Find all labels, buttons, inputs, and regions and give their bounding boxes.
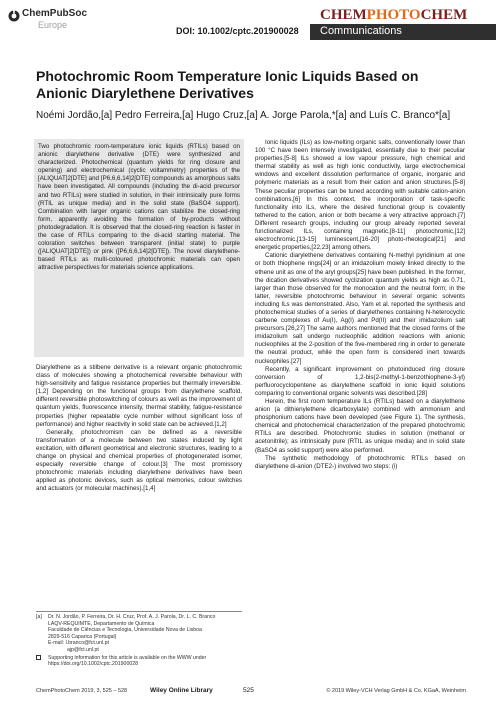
affiliation-email[interactable]: E-mail: l.branco@fct.unl.pt: [48, 640, 109, 647]
footnotes: [36, 614, 242, 668]
publisher-name: ChemPubSoc: [22, 8, 88, 19]
journal-section: Communications: [320, 25, 402, 37]
body-paragraph: Generally, photochromism can be defined as a reversible transformation of a molecule between two states induced by light excitation, with different geometrical and electronic structures, leading to a change on physical and chemical properties of photogenerated isomer, especially reversible change of colour.[3] The most promissory photochromic materials including diarylethene derivatives have been applied as photonic devices, such as optical memories, colour switches and actuators (or molecular machines).[1,4]: [36, 428, 242, 493]
article-title: Photochromic Room Temperature Ionic Liquids Based on Anionic Diarylethene Derivatives: [36, 68, 419, 101]
affiliation-line: 2829-516 Caparica (Portugal): [48, 633, 117, 640]
supporting-info-icon: [36, 655, 41, 660]
body-paragraph: Diarylethene as a stilbene derivative is a relevant organic photochromic class of molecules showing a photochemical reversible behaviour with high-sensitivity and fatigue resistance properties but thermally irreversible.[1,2] Depending on the functional groups from diarylethene scaffold, different reversible photoswitching of colours as well as the improvement of quantum yields, fluorescence intensity, thermal stability, fatigue-resistance properties (higher repeatable cycle number without significant loss of performance) and higher reactivity in solid state can be achieved.[1,2]: [36, 364, 242, 428]
journal-name: [320, 7, 467, 24]
affiliation-line: Dr. N. Jordão, P. Ferreira, Dr. H. Cruz, Prof. A. J. Parola, Dr. L. C. Branco: [48, 614, 216, 620]
journal-section-bar: [310, 24, 496, 40]
footer-citation: ChemPhotoChem 2019, 3, 525 – 528: [36, 688, 128, 694]
body-paragraph: Recently, a significant improvement on photoinduced ring closure conversion of 1,2-bis(2-methyl-1-benzothiophene-3-yl) perfluorocyclopentene as diarylethene scaffold in ionic liquid solutions comparing to conventional organic solvents was described.[28]: [255, 365, 465, 397]
chempubsoc-logo-icon: [8, 10, 20, 22]
body-paragraph: Ionic liquids (ILs) as low-melting organic salts, conventionally lower than 100 °C have been intensely investigated, essentially due to their peculiar properties.[5-8] ILs showed a low vapour pressure, high chemical and thermal stability as well as high ionic conductivity, large electrochemical windows and excellent dissolution performance of organic, inorganic and polymeric materials as a result from their cation and anion structures.[5-8] These peculiar properties can be tuned according with suitable cation-anion combinations.[6] In this context, the incorporation of task-specific functionality into ILs, where the desired functional group is covalently tethered to the cation, anion or both became a very attractive approach.[7] Different research groups, including our group already reported several functionalized ILs, containing magnetic,[8-11] photochromic,[12] electrochromic,[13-15] luminescent,[16-20] photo-rheological[21] and energetic properties,[22,23] among others.: [255, 139, 465, 252]
footnote-divider: [36, 611, 242, 612]
affiliation-line: LAQV-REQUIMTE, Departamento de Química: [48, 620, 155, 627]
publisher-logo[interactable]: [8, 8, 88, 32]
footer-library-link[interactable]: Wiley Online Library: [150, 687, 213, 694]
journal-logo[interactable]: [310, 4, 496, 40]
body-column-right: [255, 139, 465, 471]
journal-name-part1: CHEM: [320, 7, 367, 23]
body-paragraph: The synthetic methodology of photochromic RTILs based on diarylethene di-anion (DTE2-) involved two steps: (i): [255, 454, 465, 470]
supporting-info-text[interactable]: Supporting information for this article is available on the WWW under https://doi.org/10.1002/cptc.201900028: [48, 654, 207, 668]
publisher-region: Europe: [38, 20, 68, 30]
journal-name-part2: PHOTO: [366, 7, 421, 23]
affiliation-mark: [a]: [36, 614, 42, 620]
affiliation-footnote: [36, 614, 242, 654]
abstract-box: [34, 139, 244, 357]
affiliation-email[interactable]: ajp@fct.unl.pt: [67, 646, 99, 653]
body-column-left: [36, 364, 242, 494]
page-header: [0, 0, 496, 46]
article-doi[interactable]: DOI: 10.1002/cptc.201900028: [176, 26, 299, 36]
journal-name-part3: CHEM: [420, 7, 468, 23]
body-paragraph: Herein, the first room temperature ILs (RTILs) based on a diarylethene anion (a dithienylethene dicarboxylate) combined with ammonium and phosphonium cations have been developed (see Figure 1). The synthesis, chemical and photochemical characterization of the prepared photochromic RTILs are described. Photochromic studies in solution (methanol or acetonitrile); as intrinsically pure (RTIL as unique media) and in solid state (BaSO4 as solid support) were also performed.: [255, 398, 465, 454]
footer-copyright: © 2019 Wiley-VCH Verlag GmbH & Co. KGaA, Weinheim: [326, 688, 466, 694]
abstract-text: Two photochromic room-temperature ionic liquids (RTILs) based on anionic diarylethene derivative (DTE) were synthesized and characterized. Photochemical (quantum yields for ring closure and opening) and electrochemical (cyclic voltammetry) properties of the [ALIQUAT]2[DTE] and [P6,6,6,14]2[DTE] compounds as amorphous salts have been investigated. All compounds (including the di-acid precursor and two RTILs) were studied in solution, in their intrinsically pure forms (RTIL as unique media) and in the solid state (BaSO4 support). Combination with larger organic cations can stabilize the closed-ring form, apparently avoiding the formation of by-products without photodegradation. It is observed that the closed-ring reaction is faster in the case of RTILs comparing to the di-acid starting material. The coloration switches between transparent (initial state) to purple ([ALIQUAT]2[DTE]) or pink ([P6,6,6,14]2[DTE]). The novel diarylethene-based RTILs as multi-coloured photochromic materials can open attractive perspectives for materials science applications.: [38, 143, 240, 272]
page-footer: [0, 688, 496, 698]
affiliation-line: Faculdade de Ciências e Tecnologia, Universidade Nova de Lisboa: [48, 627, 202, 634]
supporting-info-footnote: [36, 655, 242, 668]
article-authors: Noémi Jordão,[a] Pedro Ferreira,[a] Hugo Cruz,[a] A. Jorge Parola,*[a] and Luís C. Branco*[a]: [36, 110, 451, 121]
page-number: 525: [243, 687, 254, 694]
body-paragraph: Cationic diarylethene derivatives containing N-methyl pyridinium at one or both thiophene rings[24] or an imidazolium moiety linked directly to the ethene unit as one of the aryl groups[25] have been published. In the former, the dication derivatives showed cyclization quantum yields as high as 0.71, larger than those observed for the monocation and the neutral form; in the latter, reversible photochromic behaviour in several organic solvents including ILs was demonstrated. Also, Yam et al. reported the synthesis and photochemical studies of a series of diarylethenes containing N-heterocyclic carbene complexes of Au(I), Ag(I) and Pd(II) and their imidazolium salt precursors.[26,27] The same authors mentioned that the closed forms of the imidazolium salt undergo nucleophilic addition reactions with anionic nucleophiles at the 2-position of the five-membered ring in order to generate the neutral product, while the open form is considered inert towards nucleophiles.[27]: [255, 252, 465, 365]
